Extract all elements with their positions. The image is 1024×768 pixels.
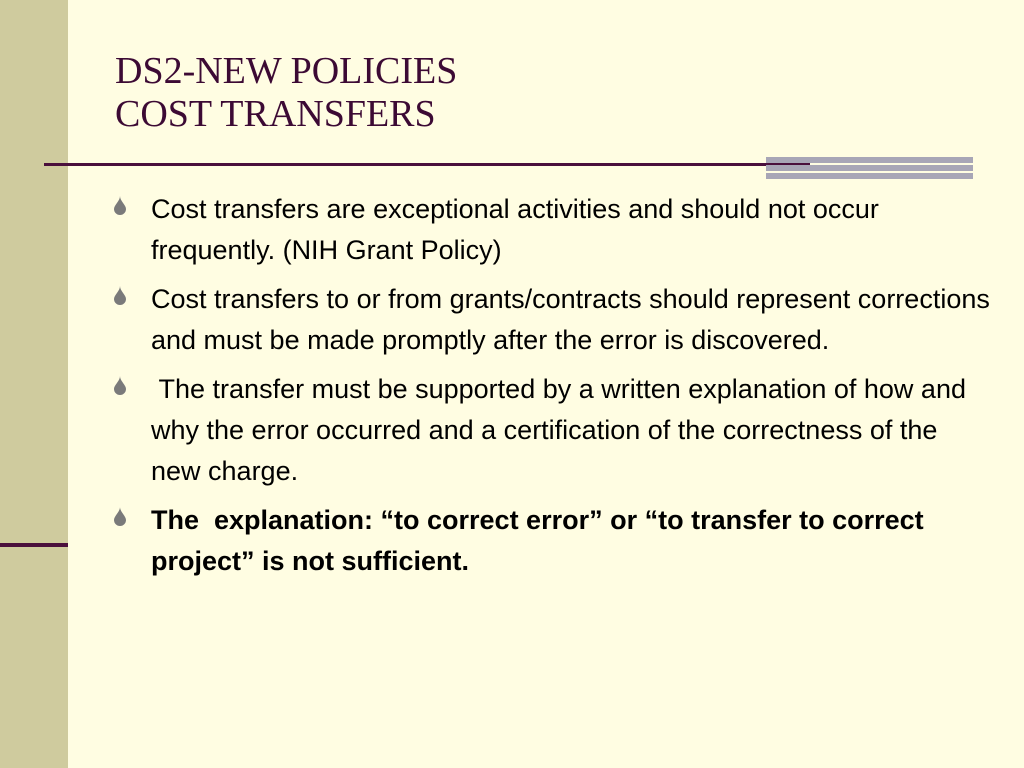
- title-line-1: DS2-NEW POLICIES: [115, 50, 458, 92]
- bullet-text: The explanation: “to correct error” or “to transfer to correct project” is not sufficient.: [151, 505, 932, 576]
- bullet-item: [113, 279, 993, 361]
- droplet-icon: [113, 507, 127, 526]
- title-divider: [44, 163, 810, 166]
- bullet-text: The transfer must be supported by a written explanation of how and why the error occurred and a certification of the correctness of the new charge.: [151, 374, 974, 486]
- slide-title: [115, 50, 457, 136]
- droplet-icon: [113, 376, 127, 395]
- bullet-item: [113, 189, 993, 271]
- droplet-icon: [113, 196, 127, 215]
- title-line-2: COST TRANSFERS: [115, 93, 436, 135]
- bullet-item: [113, 369, 993, 492]
- decorative-bar: [766, 165, 973, 171]
- decorative-bars: [766, 157, 973, 179]
- decorative-bar: [766, 157, 973, 163]
- bullet-text: Cost transfers are exceptional activities and should not occur frequently. (NIH Grant Policy): [151, 194, 879, 265]
- decorative-bar: [766, 173, 973, 179]
- bullet-item: [113, 500, 993, 582]
- side-band: [0, 0, 68, 768]
- side-accent-line: [0, 543, 68, 547]
- bullet-text: Cost transfers to or from grants/contracts should represent corrections and must be made promptly after the error is discovered.: [151, 284, 990, 355]
- droplet-icon: [113, 286, 127, 305]
- bullet-list: [113, 189, 993, 590]
